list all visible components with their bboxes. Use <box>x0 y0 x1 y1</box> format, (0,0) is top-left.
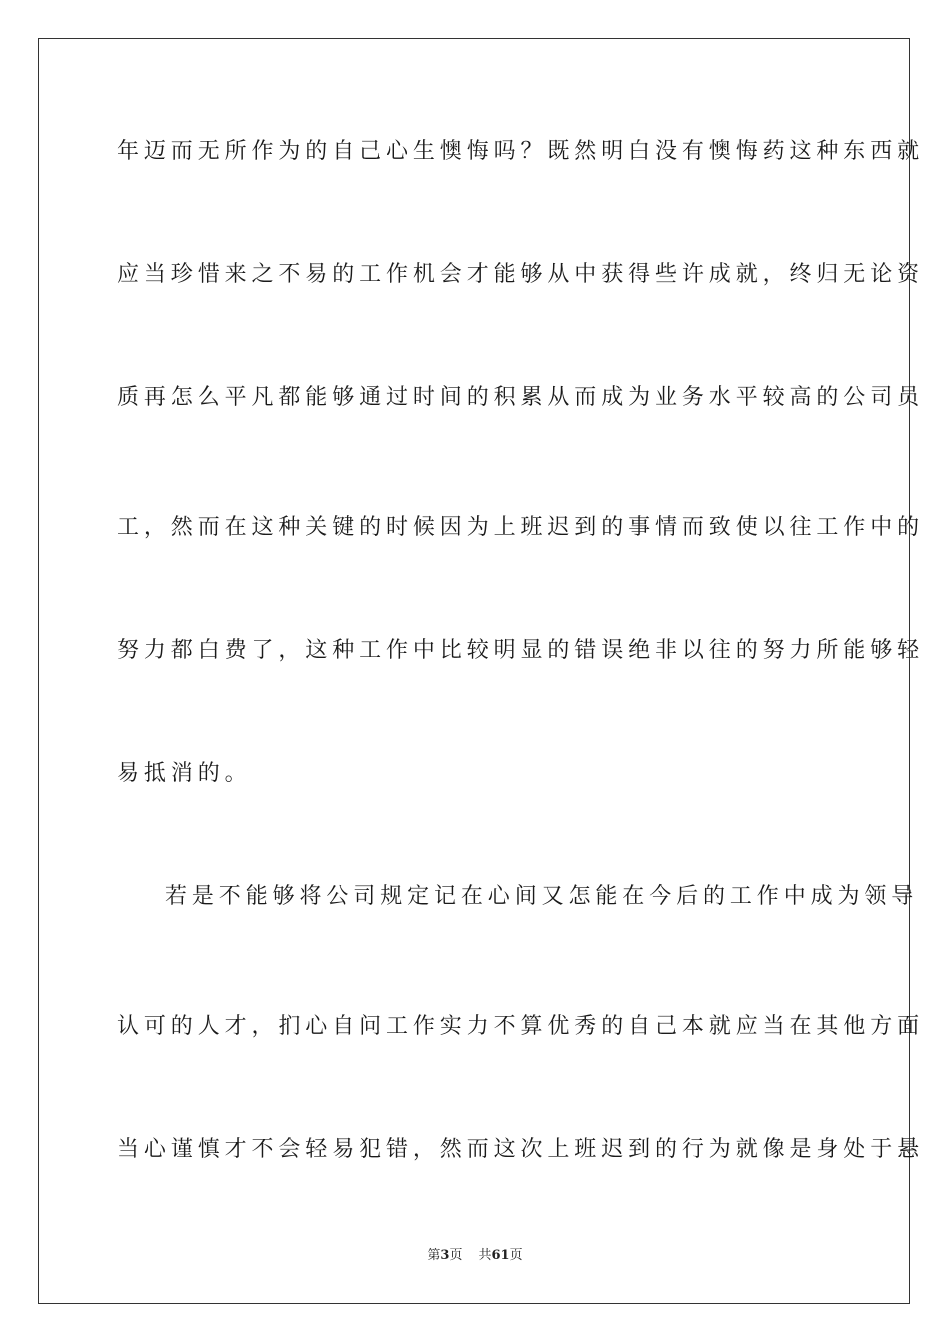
body-text-line-9: 当心谨慎才不会轻易犯错，然而这次上班迟到的行为就像是身处于悬 <box>117 1137 925 1162</box>
page-number: 3 <box>440 1248 450 1263</box>
page-suffix: 页 <box>449 1248 463 1263</box>
total-suffix: 页 <box>509 1248 523 1263</box>
total-pages: 61 <box>491 1248 510 1263</box>
body-text-line-3: 质再怎么平凡都能够通过时间的积累从而成为业务水平较高的公司员 <box>117 385 925 410</box>
page-footer <box>0 1248 950 1264</box>
total-prefix: 共 <box>478 1248 492 1263</box>
page-prefix: 第 <box>427 1248 441 1263</box>
body-text-line-5: 努力都白费了，这种工作中比较明显的错误绝非以往的努力所能够轻 <box>117 638 925 663</box>
body-text-line-1: 年迈而无所作为的自己心生懊悔吗？既然明白没有懊悔药这种东西就 <box>117 139 925 164</box>
body-text-line-4: 工，然而在这种关键的时候因为上班迟到的事情而致使以往工作中的 <box>117 515 925 540</box>
body-text-line-7: 若是不能够将公司规定记在心间又怎能在今后的工作中成为领导 <box>165 884 919 909</box>
body-text-line-2: 应当珍惜来之不易的工作机会才能够从中获得些许成就，终归无论资 <box>117 262 925 287</box>
body-text-line-8: 认可的人才，扪心自问工作实力不算优秀的自己本就应当在其他方面 <box>117 1014 925 1039</box>
page-border <box>38 38 925 1304</box>
body-text-line-6: 易抵消的。 <box>117 761 252 786</box>
